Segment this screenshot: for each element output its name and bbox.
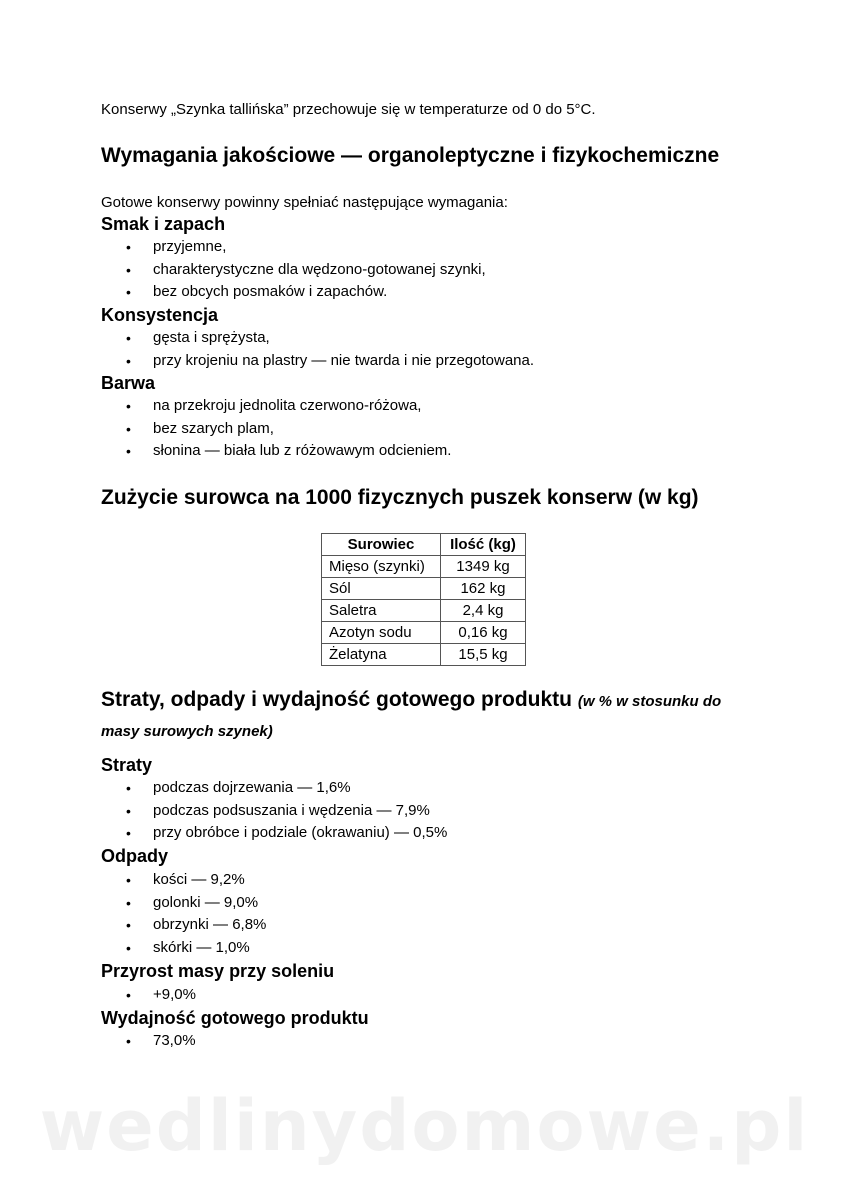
list-item: • skórki — 1,0% [101, 937, 266, 960]
straty-title: Straty [101, 755, 153, 775]
table-row [322, 600, 526, 622]
amount-cell: 2,4 kg [441, 600, 526, 622]
material-cell: Żelatyna [322, 644, 441, 666]
list-item: • przyjemne, [101, 236, 486, 259]
list-item: • bez szarych plam, [101, 418, 451, 441]
straty-list [101, 777, 447, 845]
taste-smell-list [101, 236, 486, 304]
material-cell: Azotyn sodu [322, 622, 441, 644]
usage-heading: Zużycie surowca na 1000 fizycznych puszek konserw (w kg) [101, 486, 699, 509]
table-row [322, 622, 526, 644]
odpady-title: Odpady [101, 846, 169, 866]
quality-heading: Wymagania jakościowe — organoleptyczne i fizykochemiczne [101, 144, 720, 167]
list-item: • słonina — biała lub z różowawym odcieniem. [101, 440, 451, 463]
raw-material-table [321, 533, 526, 666]
yield-title: Wydajność gotowego produktu [101, 1008, 369, 1028]
amount-cell: 15,5 kg [441, 644, 526, 666]
column-header-material: Surowiec [322, 534, 441, 556]
color-list [101, 395, 451, 463]
list-item: • przy obróbce i podziale (okrawaniu) — 0,5% [101, 822, 447, 845]
quality-lead: Gotowe konserwy powinny spełniać następujące wymagania: [101, 194, 508, 211]
material-cell: Sól [322, 578, 441, 600]
amount-cell: 162 kg [441, 578, 526, 600]
list-item: • podczas podsuszania i wędzenia — 7,9% [101, 800, 447, 823]
list-item: • przy krojeniu na plastry — nie twarda i nie przegotowana. [101, 350, 534, 373]
amount-cell: 0,16 kg [441, 622, 526, 644]
list-item: • golonki — 9,0% [101, 892, 266, 915]
material-cell: Mięso (szynki) [322, 556, 441, 578]
amount-cell: 1349 kg [441, 556, 526, 578]
list-item: • 73,0% [101, 1030, 196, 1053]
watermark: wedlinydomowe.pl [39, 1085, 810, 1167]
table-header-row [322, 534, 526, 556]
list-item: • bez obcych posmaków i zapachów. [101, 281, 486, 304]
consistency-title: Konsystencja [101, 305, 219, 325]
list-item: • gęsta i sprężysta, [101, 327, 534, 350]
list-item: • +9,0% [101, 984, 196, 1007]
list-item: • na przekroju jednolita czerwono-różowa, [101, 395, 451, 418]
list-item: • charakterystyczne dla wędzono-gotowanej szynki, [101, 259, 486, 282]
list-item: • podczas dojrzewania — 1,6% [101, 777, 447, 800]
material-cell: Saletra [322, 600, 441, 622]
odpady-list [101, 869, 266, 960]
mass-gain-list [101, 984, 196, 1007]
taste-smell-title: Smak i zapach [101, 214, 226, 234]
losses-heading [101, 686, 761, 746]
list-item: • kości — 9,2% [101, 869, 266, 892]
list-item: • obrzynki — 6,8% [101, 914, 266, 937]
mass-gain-title: Przyrost masy przy soleniu [101, 961, 335, 981]
color-title: Barwa [101, 373, 156, 393]
yield-list [101, 1030, 196, 1053]
table-row [322, 556, 526, 578]
losses-heading-text: Straty, odpady i wydajność gotowego produktu [101, 688, 572, 711]
consistency-list [101, 327, 534, 372]
losses-heading-note: (w % w stosunku do masy surowych szynek) [101, 693, 722, 740]
table-row [322, 644, 526, 666]
table-row [322, 578, 526, 600]
intro-paragraph: Konserwy „Szynka tallińska” przechowuje się w temperaturze od 0 do 5°C. [101, 101, 596, 118]
column-header-amount: Ilość (kg) [441, 534, 526, 556]
